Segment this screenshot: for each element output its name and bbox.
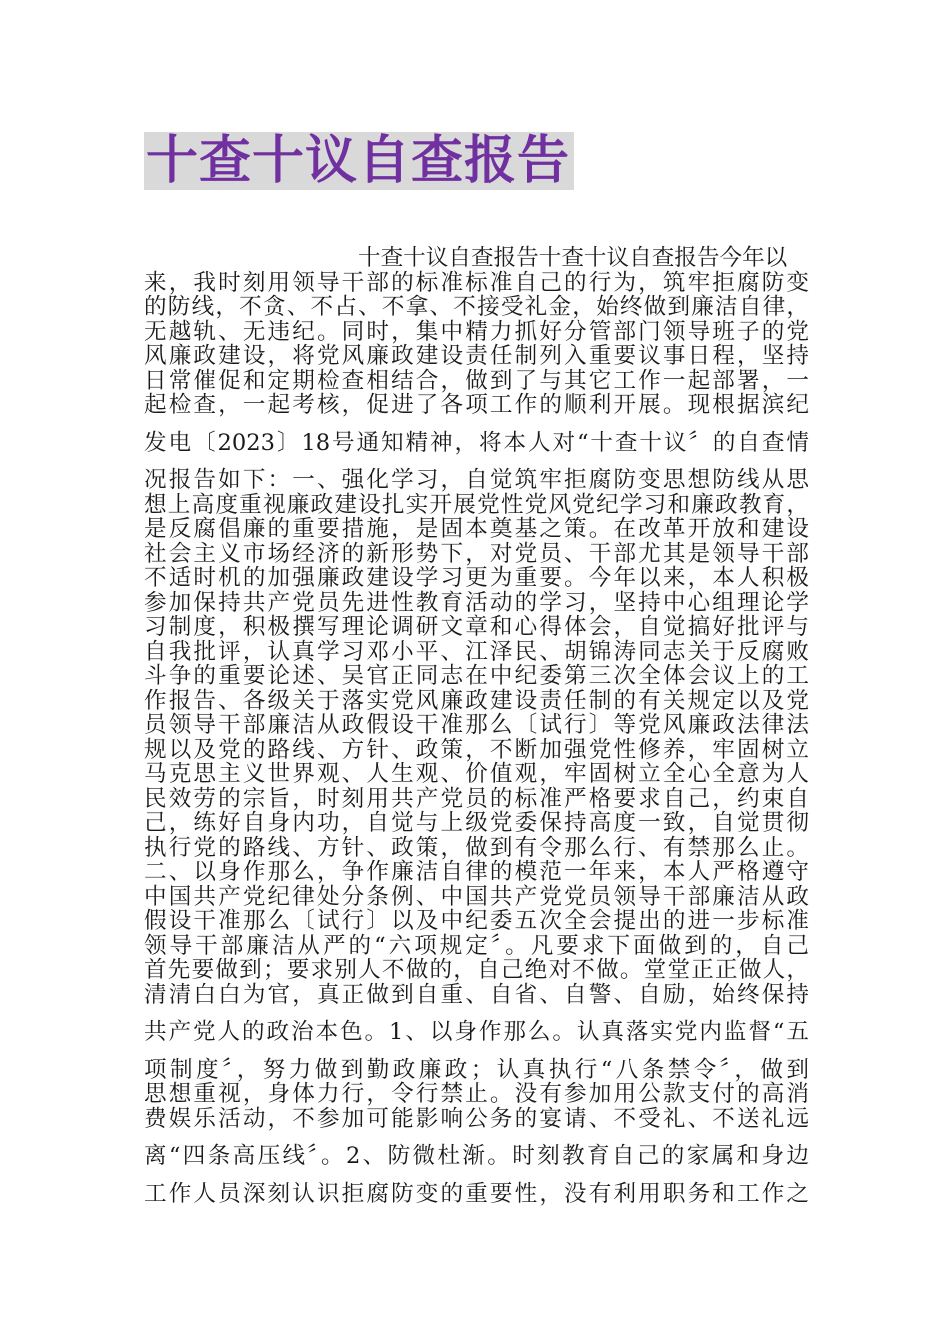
body-line: 十查十议自查报告十查十议自查报告今年以 — [358, 245, 788, 271]
body-line: 况报告如下：一、强化学习，自觉筑牢拒腐防变思想防线从思 — [144, 467, 809, 493]
body-line: 共产党人的政治本色。1、以身作那么。认真落实党内监督“五 — [144, 1019, 809, 1045]
body-line: 来，我时刻用领导干部的标准标准自己的行为，筑牢拒腐防变 — [144, 269, 809, 296]
body-line: 想上高度重视廉政建设扎实开展党性党风党纪学习和廉政教育， — [144, 491, 809, 518]
body-line: 假设干准那么〔试行〕以及中纪委五次全会提出的进一步标准 — [144, 908, 809, 934]
body-line: 社会主义市场经济的新形势下，对党员、干部尤其是领导干部 — [144, 540, 809, 567]
document-title: 十查十议自查报告 — [146, 131, 571, 191]
body-line: 首先要做到；要求别人不做的，自己绝对不做。堂堂正正做人， — [144, 957, 809, 983]
body-line: 思想重视，身体力行，令行禁止。没有参加用公款支付的高消 — [144, 1081, 809, 1107]
body-line: 执行党的路线、方针、政策，做到有令那么行、有禁那么止。 — [144, 834, 809, 861]
body-line: 离“四条高压线〞。2、防微杜渐。时刻教育自己的家属和身边 — [144, 1143, 809, 1169]
body-line: 民效劳的宗旨，时刻用共产党员的标准严格要求自己，约束自 — [144, 785, 809, 812]
body-line: 无越轨、无违纪。同时，集中精力抓好分管部门领导班子的党 — [144, 318, 809, 345]
body-line: 起检查，一起考核，促进了各项工作的顺利开展。现根据滨纪 — [144, 392, 809, 418]
body-line: 是反腐倡廉的重要措施，是固本奠基之策。在改革开放和建设 — [144, 516, 809, 542]
body-line: 领导干部廉洁从严的“六项规定〞。凡要求下面做到的，自己 — [144, 932, 809, 959]
body-line: 不适时机的加强廉政建设学习更为重要。今年以来，本人积极 — [144, 565, 809, 591]
body-line: 中国共产党纪律处分条例、中国共产党党员领导干部廉洁从政 — [144, 883, 809, 910]
body-line: 马克思主义世界观、人生观、价值观，牢固树立全心全意为人 — [144, 761, 809, 787]
body-line: 风廉政建设，将党风廉政建设责任制列入重要议事日程，坚持 — [144, 343, 809, 369]
body-line: 己，练好自身内功，自觉与上级党委保持高度一致，自觉贯彻 — [144, 810, 809, 836]
title-highlight — [144, 132, 574, 190]
body-line: 规以及党的路线、方针、政策，不断加强党性修养，牢固树立 — [144, 736, 809, 763]
body-line: 二、以身作那么，争作廉洁自律的模范一年来，本人严格遵守 — [144, 859, 809, 885]
body-line: 发电〔2023〕18号通知精神，将本人对“十查十议〞的自查情 — [144, 429, 809, 456]
body-line: 工作人员深刻认识拒腐防变的重要性，没有利用职务和工作之 — [144, 1180, 809, 1207]
body-line: 自我批评，认真学习邓小平、江泽民、胡锦涛同志关于反腐败 — [144, 638, 809, 665]
body-line: 作报告、各级关于落实党风廉政建设责任制的有关规定以及党 — [144, 687, 809, 714]
body-line: 斗争的重要论述、吴官正同志在中纪委第三次全体会议上的工 — [144, 663, 809, 689]
body-line: 参加保持共产党员先进性教育活动的学习，坚持中心组理论学 — [144, 589, 809, 616]
body-line: 日常催促和定期检查相结合，做到了与其它工作一起部署，一 — [144, 367, 809, 394]
body-line: 清清白白为官，真正做到自重、自省、自警、自励，始终保持 — [144, 981, 809, 1008]
document-body — [144, 246, 809, 1206]
body-line: 项制度〞，努力做到勤政廉政；认真执行“八条禁令〞，做到 — [144, 1056, 809, 1083]
body-line: 员领导干部廉洁从政假设干准那么〔试行〕等党风廉政法律法 — [144, 712, 809, 738]
body-line: 的防线，不贪、不占、不拿、不接受礼金，始终做到廉洁自律， — [144, 294, 809, 320]
body-line: 费娱乐活动，不参加可能影响公务的宴请、不受礼、不送礼远 — [144, 1105, 809, 1132]
body-line: 习制度，积极撰写理论调研文章和心得体会，自觉搞好批评与 — [144, 614, 809, 640]
